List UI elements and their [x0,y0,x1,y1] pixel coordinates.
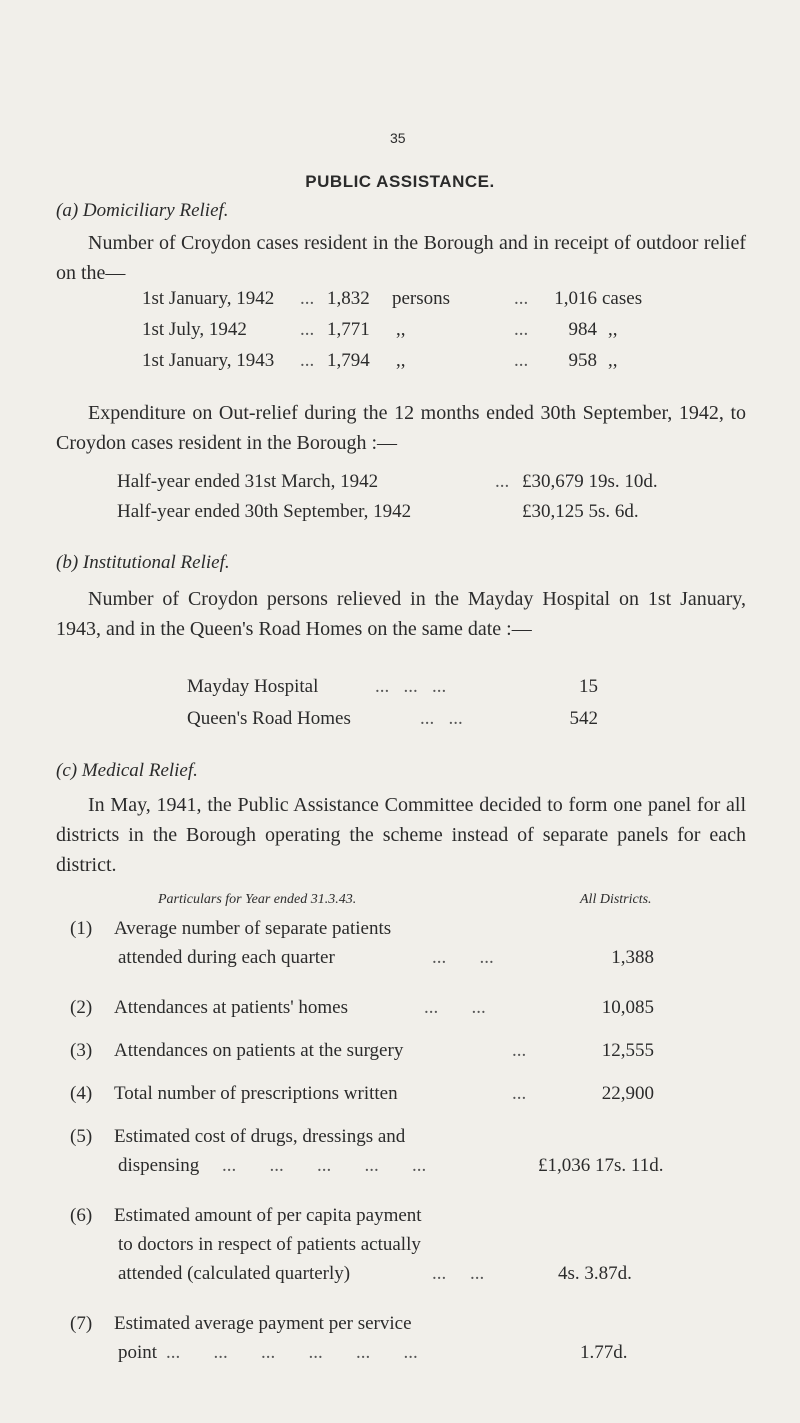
leader-dots: ... [512,1083,527,1104]
relief-row-persons: 1,794 [327,350,370,371]
relief-row-date: 1st January, 1943 [142,350,275,371]
section-c-heading: (c) Medical Relief. [56,760,198,781]
item-line: Total number of prescriptions written [114,1083,398,1104]
item-number: (3) [70,1040,93,1061]
column-header-particulars: Particulars for Year ended 31.3.43. [158,892,357,907]
item-value: 12,555 [601,1040,654,1061]
expenditure-amount: £30,679 19s. 10d. [522,471,658,492]
relief-row-cases-unit: ,, [608,319,618,340]
leader-dots: ... [512,1040,527,1061]
item-line: Attendances on patients at the surgery [114,1040,404,1061]
item-line: point [118,1342,158,1363]
item-number: (2) [70,997,93,1018]
relief-row-date: 1st January, 1942 [142,288,275,309]
section-a-heading: (a) Domiciliary Relief. [56,200,229,221]
institution-label: Queen's Road Homes [187,708,351,729]
page-title: PUBLIC ASSISTANCE. [305,172,495,191]
institution-label: Mayday Hospital [187,676,319,697]
item-value: 22,900 [601,1083,654,1104]
item-line: Average number of separate patients [114,918,392,939]
section-b-intro: Number of Croydon persons relieved in the Mayday Hospital on 1st January, 1943, and in the Queen's Road Homes on the same date :— [56,588,746,640]
leader-dots: ... [514,288,529,309]
leader-dots: ... ... ... ... ... [222,1155,427,1176]
relief-row-cases-unit: cases [602,288,643,309]
relief-row-persons-unit: ,, [396,350,406,371]
column-header-districts: All Districts. [580,892,652,907]
leader-dots: ... [514,319,529,340]
leader-dots: ... [300,319,315,340]
leader-dots: ... [514,350,529,371]
section-a-intro: Number of Croydon cases resident in the Borough and in receipt of outdoor relief on the— [56,232,746,284]
leader-dots: ... ... ... [375,676,447,697]
expenditure-label: Half-year ended 30th September, 1942 [117,501,412,522]
expenditure-amount: £30,125 5s. 6d. [522,501,639,522]
item-line: Estimated average payment per service [114,1313,412,1334]
relief-row-cases: 984 [568,319,597,340]
item-line: attended (calculated quarterly) [118,1263,351,1284]
item-number: (1) [70,918,93,939]
institution-value: 15 [579,676,598,697]
item-value: 1,388 [611,947,654,968]
relief-row-persons-unit: persons [392,288,451,309]
item-line: dispensing [118,1155,200,1176]
relief-row-cases: 958 [568,350,597,371]
item-line: Attendances at patients' homes [114,997,348,1018]
expenditure-intro: Expenditure on Out-relief during the 12 months ended 30th September, 1942, to Croydon cases resident in the Borough :— [56,402,746,454]
leader-dots: ... ... [432,1263,485,1284]
relief-row-persons: 1,771 [327,319,370,340]
item-number: (6) [70,1205,93,1226]
item-line: to doctors in respect of patients actually [118,1234,421,1255]
relief-row-persons: 1,832 [327,288,370,309]
institution-value: 542 [569,708,598,729]
leader-dots: ... ... [420,708,463,729]
item-number: (5) [70,1126,93,1147]
section-b-heading: (b) Institutional Relief. [56,552,230,573]
item-line: Estimated cost of drugs, dressings and [114,1126,406,1147]
leader-dots: ... ... ... ... ... ... [166,1342,418,1363]
section-c-intro: In May, 1941, the Public Assistance Committee decided to form one panel for all districts in the Borough operating the scheme instead of separate panels for each district. [56,794,746,876]
leader-dots: ... ... [424,997,486,1018]
expenditure-label: Half-year ended 31st March, 1942 [117,471,379,492]
relief-row-persons-unit: ,, [396,319,406,340]
relief-row-cases: 1,016 [554,288,597,309]
leader-dots: ... [300,350,315,371]
item-value: £1,036 17s. 11d. [538,1155,664,1176]
leader-dots: ... ... [432,947,494,968]
item-number: (7) [70,1313,93,1334]
item-value: 10,085 [601,997,654,1018]
item-value: 1.77d. [580,1342,628,1363]
leader-dots: ... [300,288,315,309]
item-number: (4) [70,1083,93,1104]
leader-dots: ... [495,471,510,492]
page-number: 35 [390,130,406,146]
relief-row-cases-unit: ,, [608,350,618,371]
item-line: Estimated amount of per capita payment [114,1205,422,1226]
item-value: 4s. 3.87d. [558,1263,632,1284]
item-line: attended during each quarter [118,947,335,968]
relief-row-date: 1st July, 1942 [142,319,247,340]
